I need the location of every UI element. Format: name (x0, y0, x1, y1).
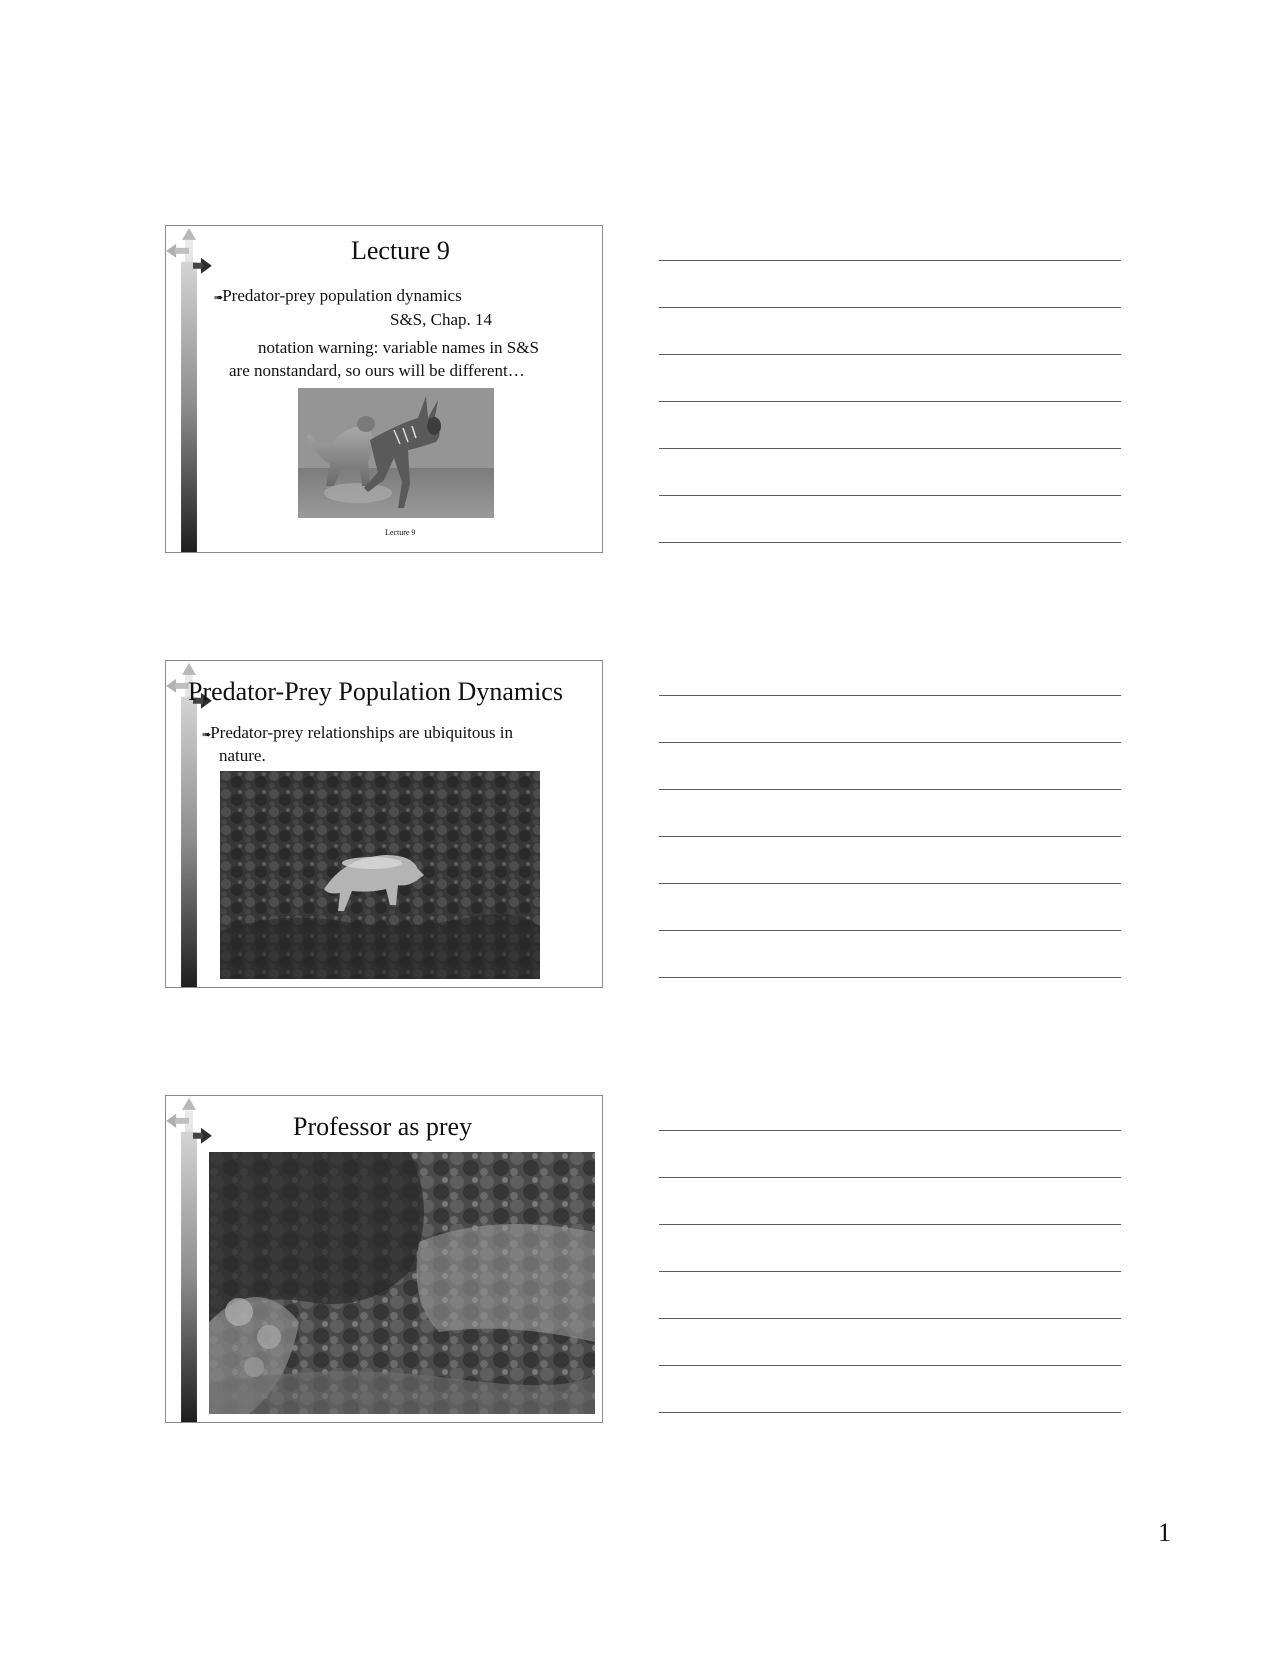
note-line (659, 1412, 1121, 1413)
arrow-bullet-icon: ➠ (214, 292, 223, 304)
bullet-item (214, 286, 462, 306)
note-line (659, 1318, 1121, 1319)
bullet-text: Predator-prey relationships are ubiquitous in (210, 723, 513, 742)
reference-text: S&S, Chap. 14 (390, 310, 493, 329)
note-line (659, 307, 1121, 308)
note-line (659, 542, 1121, 543)
note-line (659, 260, 1121, 261)
bullet-item (202, 723, 513, 743)
note-line (659, 354, 1121, 355)
slide-title: Professor as prey (293, 1112, 473, 1141)
note-line (659, 883, 1121, 884)
page-number: 1 (1158, 1518, 1171, 1547)
note-line (659, 1130, 1121, 1131)
notation-warning-line2: are nonstandard, so ours will be different… (229, 361, 525, 380)
note-line (659, 930, 1121, 931)
arrow-bullet-icon: ➠ (202, 729, 211, 741)
bullet-text-continued: nature. (219, 746, 266, 765)
note-line (659, 836, 1121, 837)
slide-arrow-decoration (166, 226, 214, 552)
slide-thumbnail-2 (165, 660, 603, 988)
slide-arrow-decoration (166, 661, 214, 987)
lion-hunting-kudu-photo (298, 388, 494, 518)
note-line (659, 495, 1121, 496)
note-line (659, 1177, 1121, 1178)
note-line (659, 448, 1121, 449)
slide-arrow-decoration (166, 1096, 214, 1422)
note-line (659, 977, 1121, 978)
note-line (659, 1271, 1121, 1272)
slide-footer: Lecture 9 (385, 528, 416, 537)
note-line (659, 401, 1121, 402)
slide-thumbnail-1 (165, 225, 603, 553)
note-line (659, 1365, 1121, 1366)
note-line (659, 789, 1121, 790)
note-line (659, 1224, 1121, 1225)
slide-title: Predator-Prey Population Dynamics (188, 677, 563, 706)
note-line (659, 695, 1121, 696)
slide-title: Lecture 9 (351, 236, 450, 265)
hyena-in-brush-photo (220, 771, 540, 979)
bullet-text: Predator-prey population dynamics (222, 286, 462, 305)
forest-thicket-photo (209, 1152, 595, 1414)
note-line (659, 742, 1121, 743)
notation-warning-line1: notation warning: variable names in S&S (258, 338, 539, 357)
slide-thumbnail-3 (165, 1095, 603, 1423)
